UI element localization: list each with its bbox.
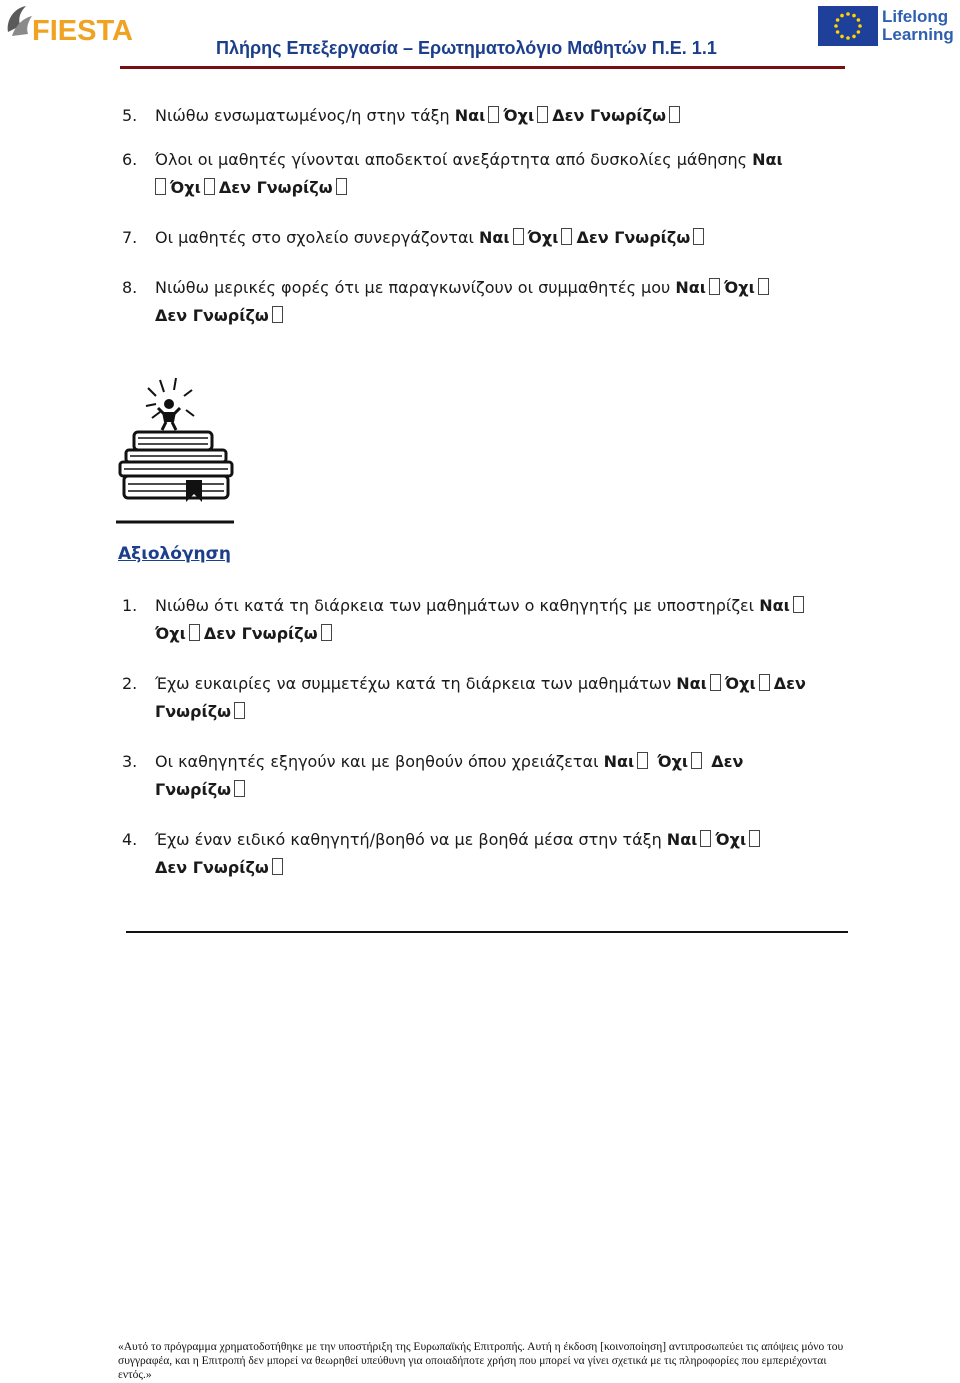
- eu-star: [840, 14, 844, 18]
- eu-star: [852, 35, 856, 39]
- eu-star: [836, 18, 840, 22]
- page-header: [0, 0, 960, 72]
- checkbox-yes[interactable]: [700, 830, 711, 847]
- eu-star: [857, 18, 861, 22]
- content-divider: [126, 931, 848, 933]
- eu-star: [836, 30, 840, 34]
- document-title: Πλήρης Επεξεργασία – Ερωτηματολόγιο Μαθητών Π.Ε. 1.1: [216, 38, 717, 58]
- checkbox-no[interactable]: [204, 178, 215, 195]
- checkbox-no[interactable]: [537, 106, 548, 123]
- books-stack-icon: [112, 376, 240, 526]
- checkbox-yes[interactable]: [513, 228, 524, 245]
- eu-star: [846, 36, 850, 40]
- footer-disclaimer: «Αυτό το πρόγραμμα χρηματοδοτήθηκε με την υποστήριξη της Ευρωπαϊκής Επιτροπής. Αυτή η έκδοση [κοινοποίηση] αντιπροσωπεύει τις απόψεις μόνο του συγγραφέα, και η Επιτροπή δεν μπορεί να θεωρηθεί υπεύθυνη για οποιαδήποτε χρήση που μπορεί να γίνει σχετικά με τις πληροφορίες που εμπεριέχονται εντός.»: [118, 1341, 844, 1381]
- checkbox-yes[interactable]: [155, 178, 166, 195]
- eu-flag-icon: [818, 6, 878, 46]
- header-divider: [120, 66, 845, 69]
- checkbox-no[interactable]: [561, 228, 572, 245]
- checkbox-dont-know[interactable]: [336, 178, 347, 195]
- lifelong-learning-logo: [818, 6, 956, 48]
- checkbox-no[interactable]: [759, 674, 770, 691]
- checkbox-dont-know[interactable]: [234, 780, 245, 797]
- checkbox-yes[interactable]: [637, 752, 648, 769]
- checkbox-no[interactable]: [189, 624, 200, 641]
- checkbox-yes[interactable]: [793, 596, 804, 613]
- checkbox-dont-know[interactable]: [693, 228, 704, 245]
- eu-star: [834, 24, 838, 28]
- eu-star: [840, 35, 844, 39]
- fiesta-logo-text: FIESTA: [32, 15, 133, 46]
- eu-star: [858, 24, 862, 28]
- lifelong-learning-text: Lifelong Learning: [882, 7, 954, 44]
- checkbox-no[interactable]: [749, 830, 760, 847]
- checkbox-dont-know[interactable]: [669, 106, 680, 123]
- checkbox-dont-know[interactable]: [234, 702, 245, 719]
- eu-star: [852, 14, 856, 18]
- section-title-evaluation: Αξιολόγηση: [118, 544, 231, 564]
- checkbox-dont-know[interactable]: [272, 306, 283, 323]
- checkbox-yes[interactable]: [709, 278, 720, 295]
- checkbox-yes[interactable]: [488, 106, 499, 123]
- checkbox-no[interactable]: [691, 752, 702, 769]
- fiesta-logo: [2, 2, 142, 46]
- checkbox-dont-know[interactable]: [321, 624, 332, 641]
- eu-star: [857, 30, 861, 34]
- checkbox-yes[interactable]: [710, 674, 721, 691]
- eu-star: [846, 12, 850, 16]
- checkbox-dont-know[interactable]: [272, 858, 283, 875]
- checkbox-no[interactable]: [758, 278, 769, 295]
